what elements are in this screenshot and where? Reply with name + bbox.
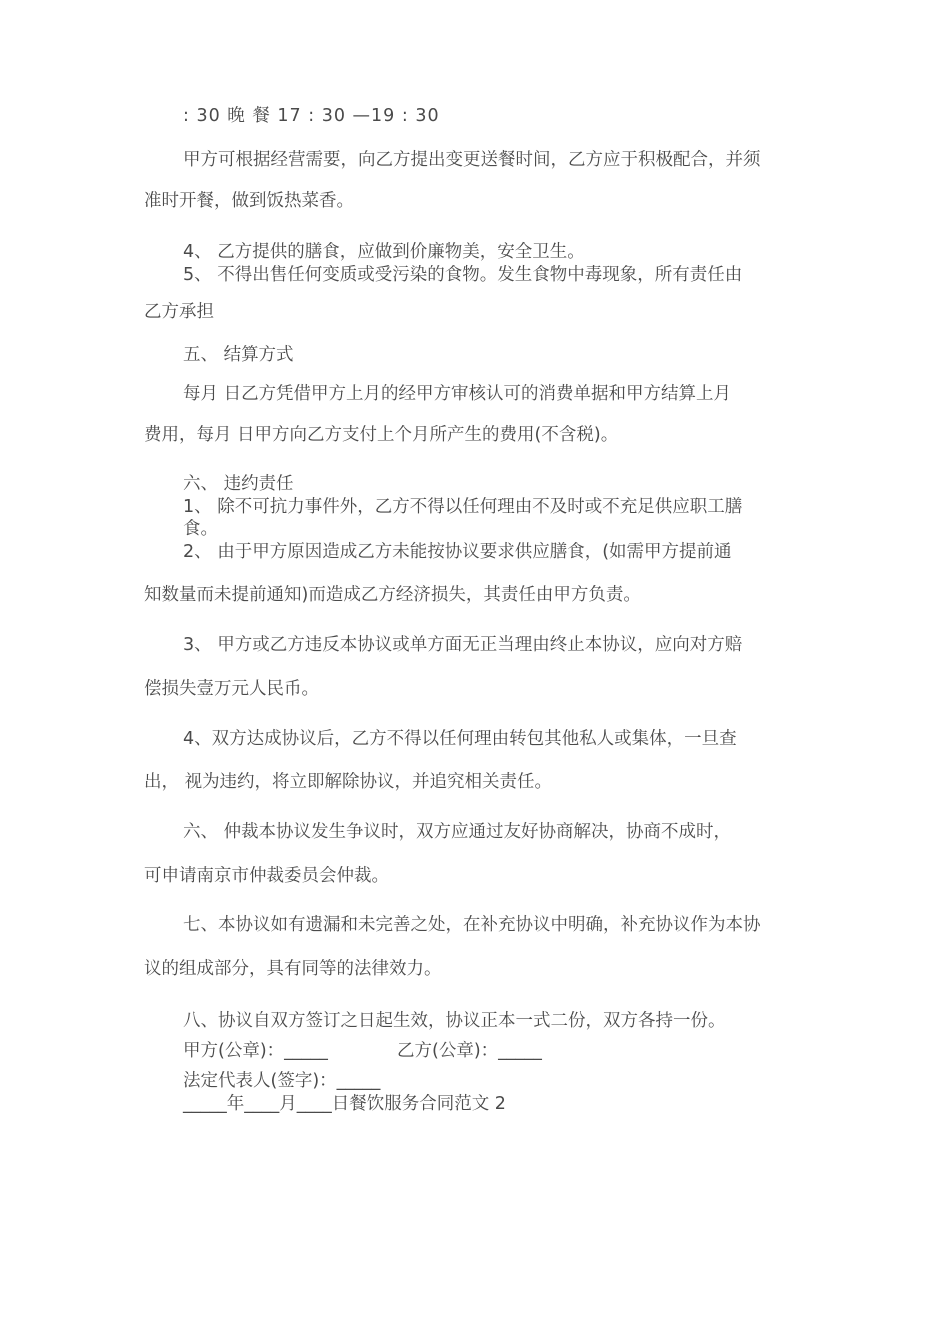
paragraph-line: 甲方可根据经营需要，向乙方提出变更送餐时间，乙方应于积极配合，并须	[183, 150, 761, 170]
clause-5: 5、 不得出售任何变质或受污染的食物。发生食物中毒现象，所有责任由	[183, 265, 743, 285]
clause-1: 1、 除不可抗力事件外，乙方不得以任何理由不及时或不充足供应职工膳	[183, 497, 743, 517]
section-arbitration-cont: 可申请南京市仲裁委员会仲裁。	[144, 866, 389, 886]
clause-2-cont: 知数量而未提前通知)而造成乙方经济损失，其责任由甲方负责。	[144, 585, 641, 605]
paragraph-line: 费用，每月 日甲方向乙方支付上个月所产生的费用(不含税)。	[144, 425, 619, 445]
section-heading-settlement: 五、 结算方式	[183, 345, 294, 365]
section-heading-liability: 六、 违约责任	[183, 474, 294, 494]
date-and-title-line: _____年____月____日餐饮服务合同范文 2	[183, 1094, 506, 1114]
section-arbitration: 六、 仲裁本协议发生争议时，双方应通过友好协商解决，协商不成时，	[183, 822, 732, 842]
clause-3: 3、 甲方或乙方违反本协议或单方面无正当理由终止本协议，应向对方赔	[183, 635, 743, 655]
clause-5-cont: 乙方承担	[144, 302, 214, 322]
meal-time-line: : 30 晚 餐 17 : 30 —19 : 30	[183, 106, 440, 126]
clause-3-cont: 偿损失壹万元人民币。	[144, 679, 319, 699]
section-supplement: 七、本协议如有遗漏和未完善之处，在补充协议中明确，补充协议作为本协	[183, 915, 761, 935]
clause-2: 2、 由于甲方原因造成乙方未能按协议要求供应膳食，(如需甲方提前通	[183, 542, 732, 562]
signature-party-b: 乙方(公章)：_____	[397, 1041, 542, 1061]
paragraph-line: 每月 日乙方凭借甲方上月的经甲方审核认可的消费单据和甲方结算上月	[183, 384, 732, 404]
signature-party-a: 甲方(公章)：_____	[183, 1041, 328, 1061]
section-supplement-cont: 议的组成部分，具有同等的法律效力。	[144, 959, 442, 979]
clause-4: 4、 乙方提供的膳食，应做到价廉物美，安全卫生。	[183, 242, 585, 262]
clause-4b: 4、双方达成协议后，乙方不得以任何理由转包其他私人或集体，一旦查	[183, 729, 737, 749]
paragraph-line: 准时开餐，做到饭热菜香。	[144, 191, 354, 211]
section-effective: 八、协议自双方签订之日起生效，协议正本一式二份，双方各持一份。	[183, 1011, 726, 1031]
clause-1-cont: 食。	[183, 519, 218, 539]
signature-representative: 法定代表人(签字)：_____	[183, 1071, 381, 1091]
clause-4b-cont: 出， 视为违约，将立即解除协议，并追究相关责任。	[144, 772, 553, 792]
